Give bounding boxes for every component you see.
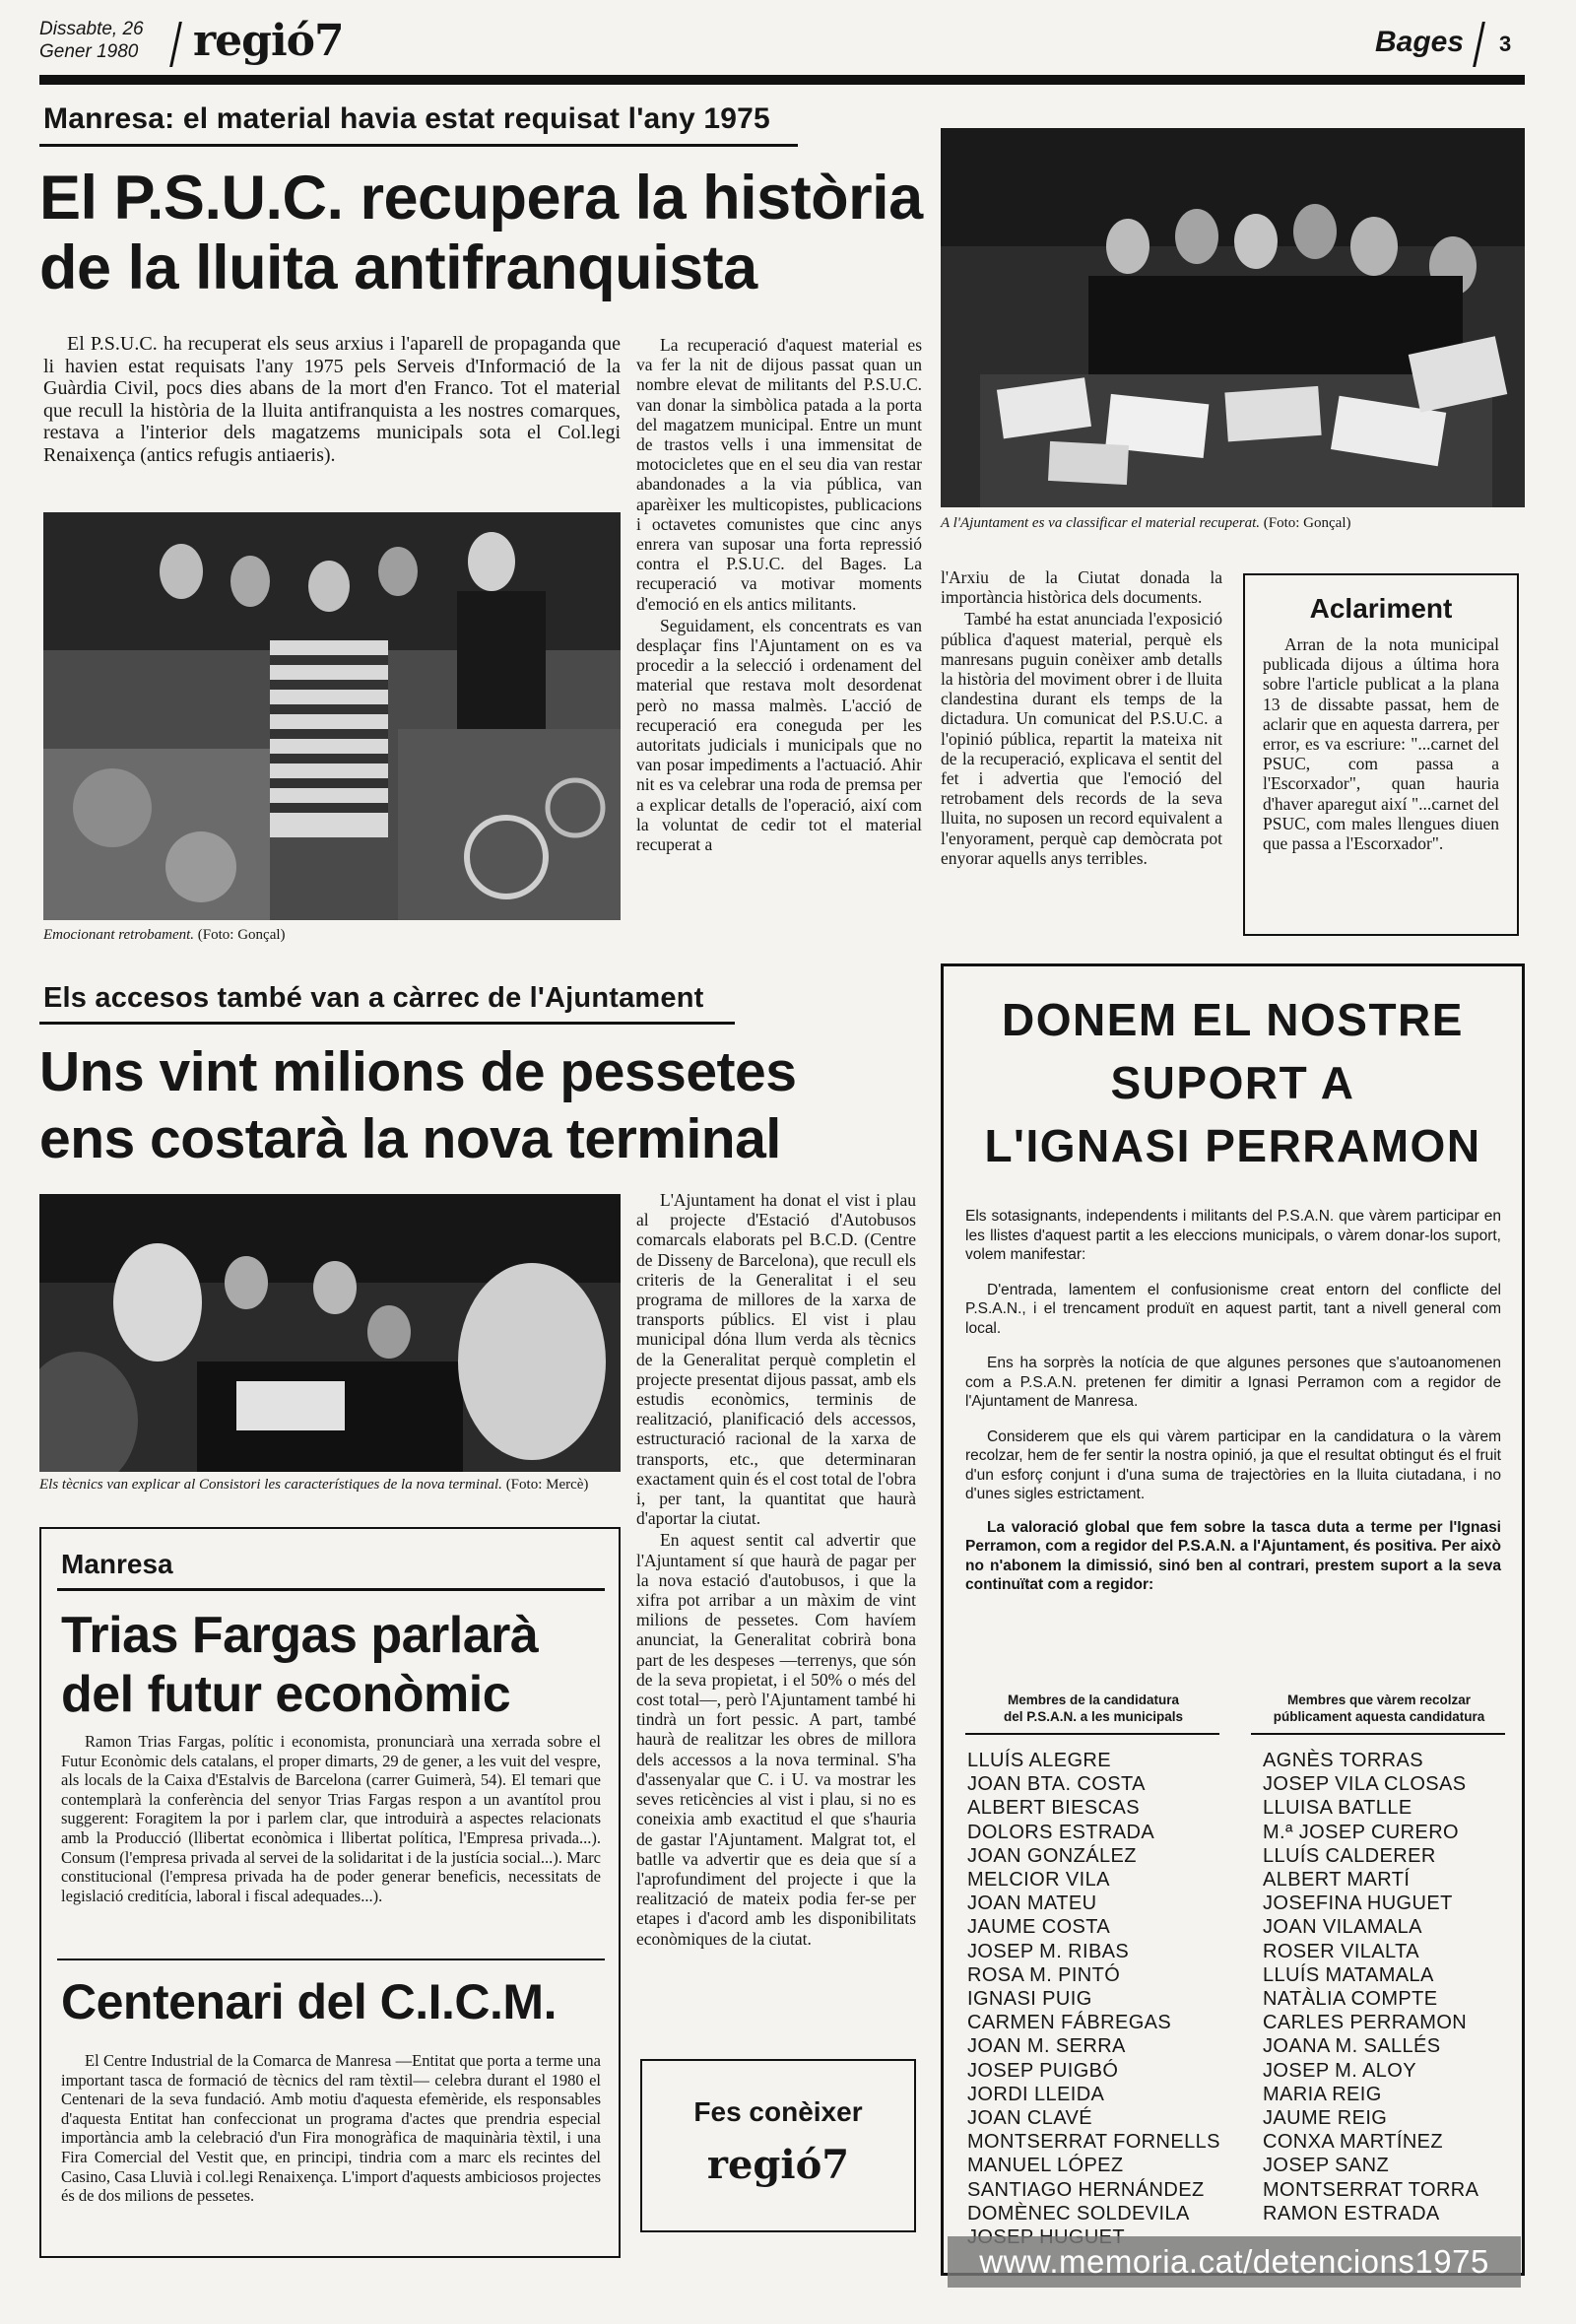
- signatory-name: MANUEL LÓPEZ: [967, 2155, 1124, 2177]
- section-divider: [1473, 22, 1485, 67]
- manifest-p5: La valoració global que fem sobre la tasca duta a terme per l'Ignasi Perramon, com a regidor del P.S.A.N. a l'Ajuntament, és positiva. Per això no n'abonem la dimissió, sinó ben al contrari, prestem suport a la seva continuïtat com a regidor:: [965, 1518, 1501, 1593]
- signatory-name: AGNÈS TORRAS: [1263, 1750, 1423, 1771]
- signatory-name: JAUME REIG: [1263, 2107, 1388, 2130]
- signatory-name: DOLORS ESTRADA: [967, 1821, 1155, 1843]
- promo-box: [640, 2059, 916, 2232]
- signatory-name: JOAN MATEU: [967, 1892, 1097, 1915]
- article2-kicker-underline: [39, 1022, 735, 1025]
- masthead-rule: [39, 75, 1525, 85]
- manifest-p1: Els sotasignants, independents i militants del P.S.A.N. que vàrem participar en les llistes d'aquest partit a les eleccions municipals, o vàrem donar-los suport, volem manifestar:: [965, 1208, 1501, 1263]
- signatory-name: JORDI LLEIDA: [967, 2083, 1105, 2105]
- article3-text: Ramon Trias Fargas, polític i economista, pronunciarà una xerrada sobre el Futur Econòmic dels catalans, el proper dimarts, 29 de gener, a les vuit del vespre, als locals de la Caixa d'Estalvis de Barcelona (carrer Guimerà, 54). El temari que contemplarà la conferència del senyor Trias Fargas respon a un avantítol prou suggerent: Foragitem la por i parlem clar, que introduirà a aspectes relacionats amb la Producció (llibertat econòmica i llibertat política, l'Empresa privada...). Consum (l'empresa privada al servei de la solidaritat i de la justícia social...). Marc constitucional (l'empresa privada ha de poder generar beneficis, necessitats de legislació creditícia, laboral i fiscal adequades...).: [61, 1732, 601, 1905]
- article1-photo-classification: [941, 128, 1525, 507]
- article1-photo-reunion: [43, 512, 621, 920]
- date-line-1: Dissabte, 26: [39, 19, 144, 39]
- photo1-credit: (Foto: Gonçal): [197, 927, 286, 943]
- article2-photo-credit: (Foto: Mercè): [505, 1477, 589, 1493]
- manifest-title-line2: SUPORT A: [1110, 1057, 1355, 1108]
- signatory-name: ALBERT MARTÍ: [1263, 1869, 1411, 1892]
- article1-lead: [43, 333, 621, 468]
- manresa-section-underline: [57, 1588, 605, 1591]
- article1-col2-p2: Seguidament, els concentrats es van desplaçar fins l'Ajuntament on es va procedir a la selecció i ordenament del material que restava molt desordenat però no massa malmès. L'acció de recuperació era coneguda per les autoritats judicials i municipals que no van posar impediments a l'actuació. Ahir nit es va celebrar una roda de premsa per a explicar detalls de l'operació, així com la voluntat de cedir tot el material recuperat a: [636, 615, 922, 855]
- col2-header-rule: [1251, 1733, 1505, 1735]
- article1-photo2-caption: [941, 514, 1525, 532]
- article1-lead-text: El P.S.U.C. ha recuperat els seus arxius i l'aparell de propaganda que li havien estat requisats l'any 1975 pels Serveis d'Informació de la Guàrdia Civil, pocs dies abans de la mort d'en Franco. Tot el material que recull la història de la lluita antifranquista a les nostres comarques, restava a l'interior dels magatzems municipals sota el Col.legi Renaixença (antics refugis antiaeris).: [43, 333, 621, 466]
- signatory-name: JOSEP M. ALOY: [1263, 2059, 1417, 2082]
- article1-title-line2: de la lluita antifranquista: [39, 232, 757, 302]
- signatory-name: IGNASI PUIG: [967, 1988, 1092, 2011]
- signatory-name: LLUÍS CALDERER: [1263, 1844, 1436, 1867]
- manifest-names-col2: [1263, 1749, 1519, 2225]
- manifest-title-line3: L'IGNASI PERRAMON: [984, 1120, 1481, 1171]
- article2-p2: En aquest sentit cal advertir que l'Ajuntament sí que haurà de pagar per la nova estació d'autobusos, i que la xifra pot arribar a un màxim de vint milions de pessetes. Com havíem anunciat, la Generalitat cobrirà bona part de les despeses —terrenys, que són de la seva propietat, i el 50% o més del cost total—, però l'Ajuntament també hi tindrà un fort pessic. A part, també haurà de realitzar les obres de millora dels accessos a la nova terminal. S'ha d'assenyalar que C. i U. va mostrar les seves reticències al vist i plau, si no es coneixia amb exactitud el que s'hauria de gastar l'Ajuntament. Malgrat tot, el batlle va advertir que es deia que sí a l'aprofundiment del projecte i que la realització de mateix podia fer-se per etapes i d'acord amb les disponibilitats econòmiques de la ciutat.: [636, 1530, 916, 1949]
- article1-col3-p2: També ha estat anunciada l'exposició pública d'aquest material, perquè els manresans puguin conèixer amb detalls la història del moviment obrer i de lluita clandestina durant els temps de la dictadura. Un comunicat del P.S.U.C. a l'opinió pública, repartit la mateixa nit de la recuperació, explicava el sentit del fet i advertia que l'emoció del retrobament dels records de la seva lluita, no suposen un record equivalent a l'enyorament, perquè cap demòcrata pot enyorar aquells anys terribles.: [941, 609, 1222, 868]
- article2-body: [636, 1190, 916, 1951]
- article1-title-line1: El P.S.U.C. recupera la història: [39, 164, 923, 232]
- manifest-p2: D'entrada, lamentem el confusionisme creat entorn del conflicte del P.S.A.N., i el trencament produït en aquest partit, tant a nivell general com local.: [965, 1281, 1501, 1337]
- signatory-name: MELCIOR VILA: [967, 1869, 1110, 1892]
- section-name: Bages: [1375, 26, 1465, 58]
- photo2-credit: (Foto: Gonçal): [1263, 515, 1351, 531]
- signatory-name: CONXA MARTÍNEZ: [1263, 2131, 1444, 2154]
- col1-header-line1: Membres de la candidatura: [1007, 1693, 1180, 1707]
- signatory-name: JOAN GONZÁLEZ: [967, 1844, 1137, 1867]
- page-number: 3: [1499, 32, 1512, 56]
- watermark-banner: [948, 2236, 1521, 2288]
- signatory-name: LLUÍS ALEGRE: [967, 1750, 1111, 1771]
- col1-header-rule: [965, 1733, 1219, 1735]
- masthead-divider: [169, 22, 182, 67]
- col1-header-line2: del P.S.A.N. a les municipals: [1003, 1709, 1184, 1724]
- article2-photo-caption: [39, 1476, 621, 1494]
- signatory-name: JOANA M. SALLÉS: [1263, 2035, 1441, 2058]
- manifest-p3: Ens ha sorprès la notícia de que algunes persones que s'autoanomenen com a P.S.A.N. pretenen fer dimitir a Ignasi Perramon com a regidor de l'Ajuntament de Manresa.: [965, 1355, 1501, 1410]
- watermark-text: www.memoria.cat/detencions1975: [979, 2243, 1489, 2280]
- signatory-name: MONTSERRAT FORNELLS: [967, 2131, 1220, 2154]
- aclariment-text: Arran de la nota municipal publicada dijous a última hora sobre l'article publicat a la plana 13 de dissabte passat, hem de aclarir que en aquesta darrera, per error, es va escriure: "...carnet del PSUC, com passa a l'Escorxador", quan hauria d'haver aparegut així "...carnet del PSUC, com males llengues diuen que passa a l'Escorxador".: [1263, 634, 1499, 854]
- signatory-name: CARMEN FÁBREGAS: [967, 2012, 1172, 2034]
- signatory-name: JAUME COSTA: [967, 1916, 1111, 1939]
- article1-photo1-caption: [43, 926, 621, 944]
- signatory-name: JOSEFINA HUGUET: [1263, 1892, 1453, 1915]
- signatory-name: NATÀLIA COMPTE: [1263, 1988, 1438, 2011]
- manifest-title: [944, 988, 1522, 1177]
- col2-header-line2: públicament aquesta candidatura: [1273, 1709, 1485, 1724]
- signatory-name: M.ª JOSEP CURERO: [1263, 1821, 1460, 1843]
- article2-photo-consistori: [39, 1194, 621, 1472]
- article1-kicker-underline: [39, 144, 798, 147]
- manifest-names-col1: [967, 1749, 1243, 2249]
- signatory-name: JOSEP VILA CLOSAS: [1263, 1773, 1467, 1796]
- manifest-box: [941, 963, 1525, 2276]
- col2-header-line1: Membres que vàrem recolzar: [1286, 1693, 1472, 1707]
- signatory-name: JOAN BTA. COSTA: [967, 1773, 1146, 1796]
- promo-line: Fes conèixer: [693, 2096, 863, 2127]
- article2-kicker: Els accesos també van a càrrec de l'Ajuntament: [43, 982, 704, 1014]
- signatory-name: ROSER VILALTA: [1263, 1940, 1419, 1962]
- date-line-2: Gener 1980: [39, 41, 139, 62]
- manifest-col1-header: [965, 1692, 1221, 1725]
- photo2-caption-text: A l'Ajuntament es va classificar el material recuperat.: [941, 515, 1260, 531]
- manresa-box: [39, 1527, 621, 2258]
- aclariment-title: Aclariment: [1309, 593, 1453, 624]
- article2-title-line1: Uns vint milions de pessetes: [39, 1040, 797, 1103]
- photo1-caption-text: Emocionant retrobament.: [43, 927, 195, 943]
- article1-col3-p1: l'Arxiu de la Ciutat donada la importància històrica dels documents.: [941, 567, 1222, 608]
- article1-column2: [636, 335, 922, 856]
- signatory-name: LLUÍS MATAMALA: [1263, 1963, 1434, 1986]
- article2-caption-text: Els tècnics van explicar al Consistori les característiques de la nova terminal.: [39, 1477, 502, 1493]
- article2-title-line2: ens costarà la nova terminal: [39, 1107, 781, 1171]
- signatory-name: DOMÈNEC SOLDEVILA: [967, 2202, 1190, 2224]
- signatory-name: JOAN VILAMALA: [1263, 1916, 1422, 1939]
- signatory-name: RAMON ESTRADA: [1263, 2202, 1440, 2224]
- article1-title: [39, 164, 936, 302]
- article4-text: El Centre Industrial de la Comarca de Manresa —Entitat que porta a terme una important tasca de formació de tècnics del ram tèxtil— celebra durant el 1980 el Centenari de la seva fundació. Amb motiu d'aquesta efemèride, els responsables d'aquesta Entitat han confeccionat un programa d'actes que prendria especial importància amb la celebració d'un Fira monogràfica de maquinària tèxtil, i una Fira Comercial del Vestit que, en principi, tindria com a marc els recintes del Casino, Casa Lluvià i col.legi Renaixença. L'import d'aquests ambiciosos projectes és de dos milions de pessetes.: [61, 2051, 601, 2206]
- signatory-name: CARLES PERRAMON: [1263, 2012, 1468, 2034]
- manresa-box-divider: [57, 1959, 605, 1960]
- article3-title-line2: del futur econòmic: [61, 1666, 511, 1724]
- signatory-name: JOSEP PUIGBÓ: [967, 2059, 1119, 2082]
- masthead-date: [39, 18, 144, 63]
- signatory-name: JOSEP M. RIBAS: [967, 1940, 1130, 1962]
- aclariment-box: [1243, 573, 1519, 936]
- manresa-section-label: Manresa: [61, 1549, 173, 1579]
- signatory-name: ALBERT BIESCAS: [967, 1797, 1140, 1820]
- manifest-body: [965, 1207, 1501, 1595]
- signatory-name: JOSEP SANZ: [1263, 2155, 1390, 2177]
- masthead-logo: regió7: [193, 16, 344, 66]
- article2-p1: L'Ajuntament ha donat el vist i plau al projecte d'Estació d'Autobusos comarcals elaborats pel B.C.D. (Centre de Disseny de Barcelona), que recull els criteris de la Generalitat i el seu programa de millores de la xarxa de transports públics. El vist i plau municipal dóna llum verda als tècnics de la Generalitat perquè completin el projecte presentat dijous passat, amb els estudis econòmics, terminis de realització, planificació dels accessos, estructuració racional de la xarxa de transports, etc., que determinaran exactament quin és el cost total de l'obra i, per tant, la quantitat que haurà d'aportar la ciutat.: [636, 1190, 916, 1529]
- article3-title: [61, 1606, 603, 1725]
- article4-title: Centenari del C.I.C.M.: [61, 1974, 557, 2029]
- signatory-name: LLUISA BATLLE: [1263, 1797, 1412, 1820]
- signatory-name: JOAN CLAVÉ: [967, 2107, 1092, 2130]
- article1-kicker: Manresa: el material havia estat requisat l'any 1975: [43, 102, 770, 135]
- manifest-p4: Considerem que els qui vàrem participar en la candidatura o la vàrem recolzar, hem de fer sentir la nostra opinió, ja que el resultat obtingut és el fruit d'un esforç conjunt i d'una suma de trajectòries en la lluita ciutadana, i no d'unes sigles estrictament.: [965, 1428, 1501, 1502]
- signatory-name: MONTSERRAT TORRA: [1263, 2178, 1479, 2201]
- article3-title-line1: Trias Fargas parlarà: [61, 1607, 539, 1664]
- article2-title: [39, 1038, 926, 1173]
- article1-column3: [941, 567, 1222, 870]
- article1-col2-p1: La recuperació d'aquest material es va fer la nit de dijous passat quan un nombre elevat de militants del P.S.U.C. van donar la simbòlica patada a la porta del magatzem municipal. Entre un munt de trastos vells i una immensitat de motocicletes que en el seu dia van restar abandonades a la via pública, van aparèixer les multicopistes, publicacions i octavetes comunistes que cinc anys enrera van suposar una forta repressió contra el P.S.U.C. del Bages. La recuperació va motivar moments d'emoció en els antics militants.: [636, 335, 922, 614]
- signatory-name: JOAN M. SERRA: [967, 2035, 1126, 2058]
- manifest-col2-header: [1251, 1692, 1507, 1725]
- signatory-name: SANTIAGO HERNÁNDEZ: [967, 2178, 1205, 2201]
- promo-logo: regió7: [706, 2142, 850, 2188]
- manifest-title-line1: DONEM EL NOSTRE: [1002, 994, 1464, 1045]
- signatory-name: MARIA REIG: [1263, 2083, 1382, 2105]
- signatory-name: ROSA M. PINTÓ: [967, 1963, 1121, 1986]
